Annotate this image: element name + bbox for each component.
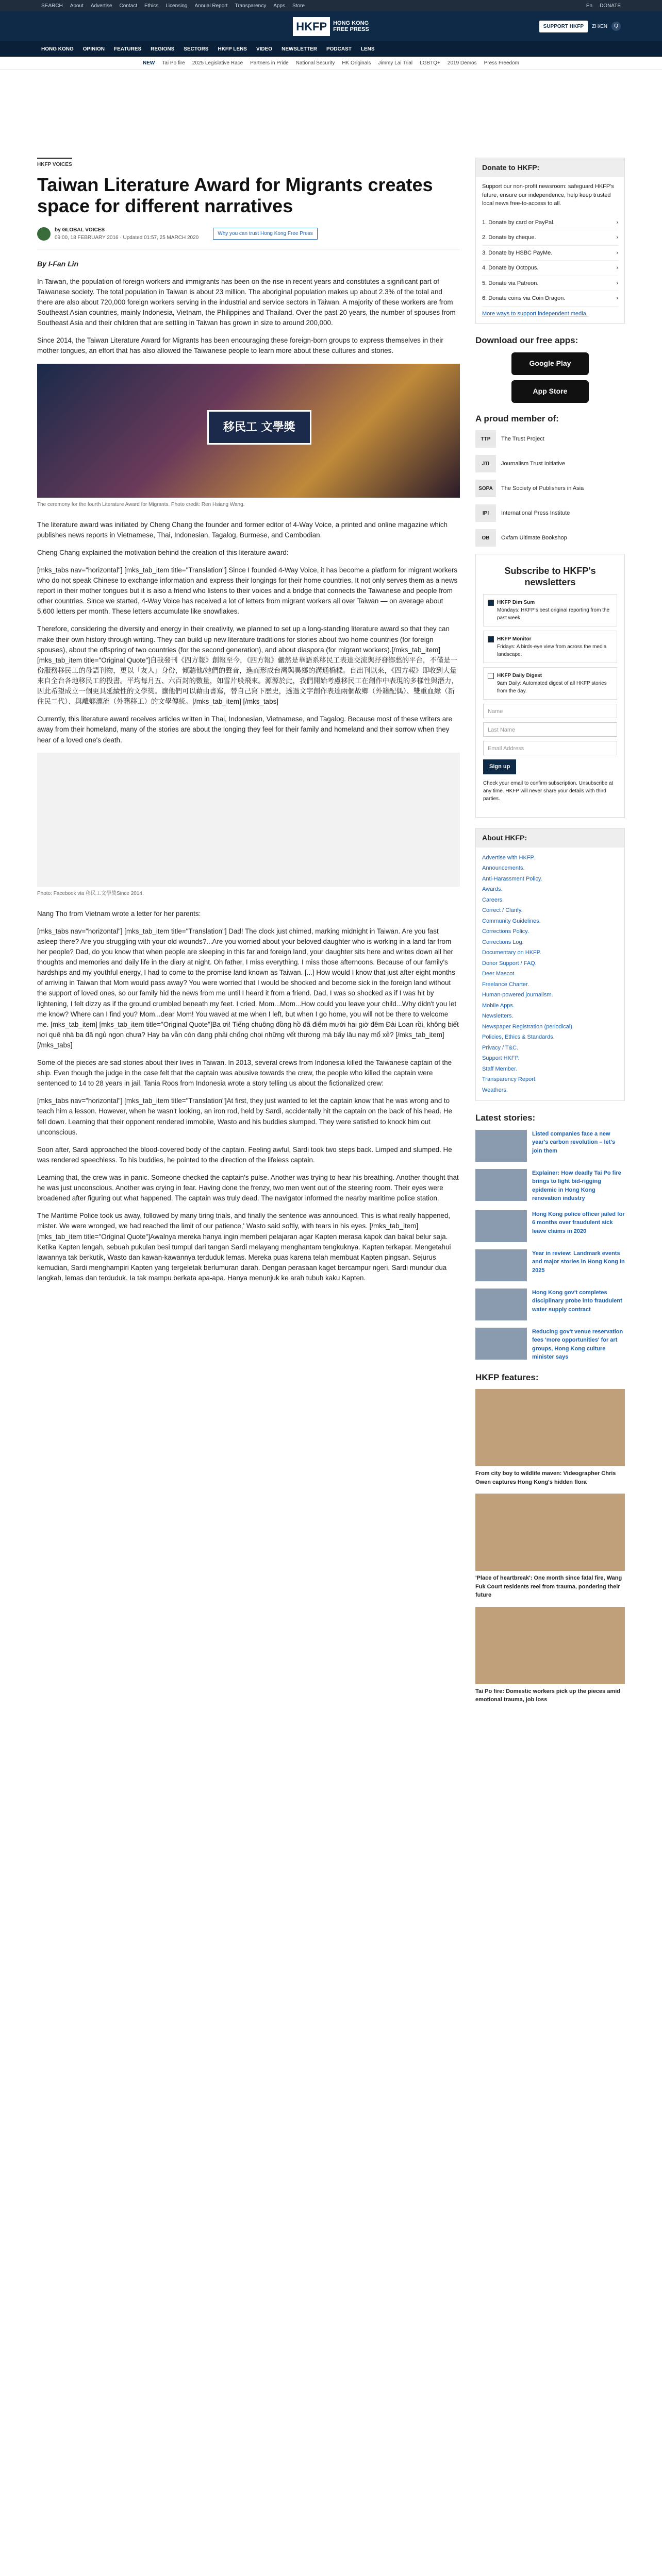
paragraph: In Taiwan, the population of foreign workers and immigrants has been on the rise in recent years and constitutes a significant part of Taiwanese society. The total population in Taiwan is about 23 million. The aboriginal population makes up about 2.3% of the total and there are also about 720,000 foreign workers serving in the industrial and service sectors in Taiwan. A majority of these workers are from Southeast Asian countries, mainly Indonesia, Vietnam, the Philippines and Thailand. Over the past 20 years, the number of spouses from Southeast Asia and their children that are settling in Taiwan has grown in size to around 200,000.	[37, 277, 456, 327]
support-hkfp-button[interactable]: SUPPORT HKFP	[539, 21, 588, 32]
byline-author[interactable]: by GLOBAL VOICES	[55, 227, 105, 233]
donate-link[interactable]: DONATE	[600, 3, 621, 9]
paragraph: Cheng Chang explained the motivation behind the creation of this literature award:	[37, 548, 289, 556]
licensing-link[interactable]: Licensing	[166, 3, 188, 9]
about-link[interactable]: Correct / Clarify.	[482, 907, 523, 914]
latest-story[interactable]	[475, 1249, 625, 1281]
story-title[interactable]: Reducing gov't venue reservation fees 'more opportunities' for art groups, Hong Kong culture minister says	[532, 1328, 623, 1361]
language-switch[interactable]: En	[586, 3, 593, 9]
about-link[interactable]: Transparency Report.	[482, 1076, 537, 1083]
about-link[interactable]: Anti-Harassment Policy.	[482, 875, 542, 882]
donate-option[interactable]: 1. Donate by card or PayPal. ›	[482, 215, 618, 231]
latest-story[interactable]	[475, 1169, 625, 1203]
apps-link[interactable]: Apps	[273, 3, 285, 9]
member-logo[interactable]: JTI Journalism Trust Initiative	[475, 455, 625, 472]
feature-title[interactable]: 'Place of heartbreak': One month since fatal fire, Wang Fuk Court residents reel from trauma, pondering their future	[475, 1575, 622, 1599]
sign-up-button[interactable]: Sign up	[483, 759, 516, 774]
trust-link[interactable]: Why you can trust Hong Kong Free Press	[213, 228, 318, 240]
about-link[interactable]: Deer Mascot.	[482, 971, 516, 977]
feature-title[interactable]: Tai Po fire: Domestic workers pick up the pieces amid emotional trauma, job loss	[475, 1688, 620, 1703]
quote-block: Therefore, considering the diversity and energy in their creativity, we planned to set up a long-standing literature award so that they can make their own history through writing. They can build up new literature traditions for stories about two home countries (for foreign spouses), about the offspring of two countries (for the second generation), and about diaspora (for migrant workers).[/mks_tab_item] [mks_tab_item title="Original Quote"]自我發刊《四方報》創報至今，《四方報》儼然是華語系移民工表達交流與抒發鄉愁的平台，不僅是一份服務移民工的母語刊物，更以「友人」身份，傾聽他/她們的聲音，進而形成台灣與異鄉的溝通橋樑。自出刊以來，《四方報》即收到大量來自全台各地移民工的投書。平均每月五、六百封的數量，如雪片般飛來。源源於此，我們開始考慮移民工在創作中表現的多樣性與潛力，因此希望成立一個更具延續性的文學獎。讓他們可以藉由書寫，替自己寫下歷史，透過文字創作表達兩個故鄉（外籍配偶）、雙重血緣（新住民二代）、與離鄉漂流（外籍移工）的文學傳統。[/mks_tab_item] [/mks_tabs]	[37, 625, 458, 706]
nav-hkfp-lens[interactable]: HKFP LENS	[218, 46, 247, 52]
quote-block: [mks_tabs nav="horizontal"] [mks_tab_item title="Translation"]At first, they just wanted to let the captain know that he was wrong and to teach him a lesson. However, when he wasn't looking, an iron rod, held by Sardi, accidentally hit the captain on the back of his head. He fell down. Learning that their opponent rendered immobile, Wasto and his buddies slumped. They were satisfied to knock him out unconscious.	[37, 1097, 452, 1136]
about-link[interactable]: Weathers.	[482, 1087, 508, 1093]
about-link[interactable]: Donor Support / FAQ.	[482, 960, 537, 967]
trending-item[interactable]: 2019 Demos	[447, 60, 477, 66]
nav-lens[interactable]: LENS	[360, 46, 375, 52]
apps-title: Download our free apps:	[475, 335, 578, 345]
story-title[interactable]: Listed companies face a new year's carbon revolution – let's join them	[532, 1130, 616, 1154]
logo-text: HONG KONG FREE PRESS	[333, 20, 369, 32]
header-actions	[539, 21, 621, 32]
site-header	[0, 11, 662, 41]
paragraph: Since 2014, the Taiwan Literature Award for Migrants has been encouraging these foreign-born groups to express themselves in their mother tongues, an effort that has also allowed the Taiwanese people to learn more about these cultures and stories.	[37, 336, 443, 355]
trending-item[interactable]: National Security	[295, 60, 335, 66]
about-link[interactable]: Careers.	[482, 896, 504, 903]
feature-title[interactable]: From city boy to wildlife maven: Videographer Chris Owen captures Hong Kong's hidden flora	[475, 1470, 616, 1485]
checkbox[interactable]	[488, 673, 494, 679]
google-play-button[interactable]: Google Play	[511, 352, 589, 375]
about-link[interactable]: Staff Member.	[482, 1065, 518, 1072]
donate-box	[475, 158, 625, 324]
trending-bar	[0, 57, 662, 70]
donate-option[interactable]: 3. Donate by HSBC PayMe. ›	[482, 246, 618, 261]
donate-title: Donate to HKFP:	[476, 158, 624, 177]
newsletter-option[interactable]: HKFP Daily Digest 9am Daily: Automated digest of all HKFP stories from the day.	[483, 667, 617, 700]
top-utility-bar	[0, 0, 662, 11]
feature-story[interactable]	[475, 1607, 625, 1704]
about-link[interactable]: Human-powered journalism.	[482, 992, 553, 998]
article-author: By I-Fan Lin	[37, 259, 79, 268]
about-link[interactable]: Documentary on HKFP.	[482, 950, 541, 956]
photo-caption: Photo: Facebook via 移民工文學獎Since 2014.	[37, 890, 144, 896]
story-title[interactable]: Explainer: How deadly Tai Po fire brings to light bid-rigging epidemic in Hong Kong renovation industry	[532, 1170, 621, 1202]
member-logo[interactable]: TTP The Trust Project	[475, 430, 625, 448]
paragraph: Nang Tho from Vietnam wrote a letter for her parents:	[37, 909, 201, 918]
byline	[37, 226, 460, 249]
paragraph: Some of the pieces are sad stories about their lives in Taiwan. In 2013, several crews from Indonesia killed the Taiwanese captain of the ship. Even though the judge in the case felt that the captain was abusive towards the crew, the people who killed the captain were sentenced to 14 to 28 years in jail. Tania Roos from Indonesia wrote a story telling us about the fictionalized crew:	[37, 1059, 452, 1088]
quote-block: [mks_tabs nav="horizontal"] [mks_tab_item title="Translation"] Dad! The clock just chimed, marking midnight in Taiwan. Are you fast asleep there? Are you struggling with your old wounds?...Are you worried about your beloved daughter who is working in a land far from her people? Dad, do you know that when people are sleeping in this far and foreign land, your daughter sits here and writes down all her thoughts and memories and daily life in the diary at night. Oh father, I miss everything. I miss those afternoons. Because of our family's hardships and my youthful energy, I had to come to the promise land known as Taiwan. [...] How would I know that just after eight months of arriving in Taiwan that Mom would pass away? You were worried that I would be shocked and become sick in the foreign land without the support of loved ones, so our family hid the news from me until I heard it from a friend. Dad, I was so shocked as if I was hit by lightening, I felt dizzy as if the ground crumbled beneath my feet. I cried. Mom...Mom...How could you leave your child...Why didn't you let me know? Where can I find you? Mom...dear Mom! You waved at me when I left, but when I go home, you will not be there to welcome me. [mks_tab_item] [mks_tab_item title="Original Quote"]Ba ơi! Tiếng chuông đồng hồ đã điểm mười hai giờ đêm Đài Loan rồi, không biết nơi quê nhà ba đã ngủ ngon chưa? Hay ba vẫn còn đang phải chống chọi những vết thương mà bấy lâu nay mổ xẻ? [/mks_tab_item] [/mks_tabs]	[37, 927, 459, 1049]
about-link[interactable]: Newspaper Registration (periodical).	[482, 1023, 574, 1030]
story-thumbnail	[475, 1130, 527, 1162]
about-list	[476, 848, 624, 1101]
ethics-link[interactable]: Ethics	[144, 3, 159, 9]
author-avatar	[37, 227, 51, 241]
latest-story[interactable]	[475, 1130, 625, 1162]
nav-features[interactable]: FEATURES	[114, 46, 142, 52]
features-list	[475, 1389, 625, 1704]
search-link[interactable]: SEARCH	[41, 3, 63, 9]
site-logo[interactable]	[293, 17, 369, 36]
last-name-field[interactable]: Last Name	[483, 722, 617, 737]
about-title: About HKFP:	[476, 828, 624, 848]
about-link[interactable]: Awards.	[482, 886, 503, 893]
trending-item[interactable]: LGBTQ+	[420, 60, 440, 66]
newsletter-note: Check your email to confirm subscription. Unsubscribe at any time. HKFP will never share your details with third parties.	[483, 780, 614, 802]
story-title[interactable]: Year in review: Landmark events and major stories in Hong Kong in 2025	[532, 1250, 625, 1274]
nav-newsletter[interactable]: NEWSLETTER	[282, 46, 317, 52]
name-field[interactable]: Name	[483, 704, 617, 718]
newsletter-option[interactable]: HKFP Dim Sum Mondays: HKFP's best original reporting from the past week.	[483, 594, 617, 626]
newsletter-option[interactable]: HKFP Monitor Fridays: A birds-eye view from across the media landscape.	[483, 631, 617, 663]
story-thumbnail	[475, 1328, 527, 1360]
contact-link[interactable]: Contact	[119, 3, 137, 9]
facebook-embed[interactable]	[37, 753, 460, 887]
latest-story[interactable]	[475, 1328, 625, 1362]
zh-en-switch[interactable]: ZH/EN	[592, 23, 607, 29]
donate-text: Support our non-profit newsroom: safeguard HKFP's future, ensure our independence, help keep trusted local news free-to-access to all.	[482, 183, 614, 207]
about-link[interactable]: Support HKFP.	[482, 1055, 520, 1062]
feature-thumbnail	[475, 1389, 625, 1466]
latest-list	[475, 1130, 625, 1362]
feature-story[interactable]	[475, 1494, 625, 1600]
newsletter-title: Subscribe to HKFP's newsletters	[504, 566, 596, 587]
nav-opinion[interactable]: OPINION	[82, 46, 105, 52]
email-field[interactable]: Email Address	[483, 741, 617, 755]
nav-podcast[interactable]: PODCAST	[326, 46, 352, 52]
photo-caption: The ceremony for the fourth Literature Award for Migrants. Photo credit: Ren Hsiang Wang.	[37, 501, 245, 507]
page-body	[37, 70, 625, 1711]
member-logo[interactable]: OB Oxfam Ultimate Bookshop	[475, 529, 625, 547]
search-icon[interactable]: Q	[611, 22, 621, 31]
more-support-link[interactable]: More ways to support independent media.	[482, 310, 588, 317]
quote-block: Learning that, the crew was in panic. Someone checked the captain's pulse. Another was trying to hear his breathing. Another thought that he was just unconscious. Another was crying in fear. Having done the frenzy, two men went out of the steering room. Their eyes were broadened after figuring out what happened. The captain was truly dead. The navigator informed the nearby maritime police station.	[37, 1174, 459, 1202]
about-link[interactable]: Advertise with HKFP.	[482, 854, 535, 861]
article	[37, 158, 460, 1711]
latest-story[interactable]	[475, 1210, 625, 1242]
story-thumbnail	[475, 1210, 527, 1242]
feature-story[interactable]	[475, 1389, 625, 1486]
about-link[interactable]: Policies, Ethics & Standards.	[482, 1034, 555, 1041]
nav-sectors[interactable]: SECTORS	[184, 46, 209, 52]
new-label: NEW	[143, 60, 155, 66]
latest-story[interactable]	[475, 1289, 625, 1320]
nav-hong-kong[interactable]: HONG KONG	[41, 46, 74, 52]
award-sign: 移民工 文學獎	[207, 410, 311, 445]
main-nav	[0, 41, 662, 57]
article-kicker[interactable]: HKFP VOICES	[37, 158, 72, 168]
about-link[interactable]: Corrections Log.	[482, 939, 524, 945]
about-link[interactable]: About	[70, 3, 84, 9]
latest-title: Latest stories:	[475, 1113, 536, 1123]
trending-item[interactable]: HK Originals	[342, 60, 371, 66]
sidebar	[475, 158, 625, 1711]
newsletter-box	[475, 554, 625, 818]
donate-option[interactable]: 4. Donate by Octopus. ›	[482, 261, 618, 276]
ceremony-photo	[37, 364, 460, 498]
member-title: A proud member of:	[475, 413, 559, 423]
member-logo[interactable]: IPI International Press Institute	[475, 504, 625, 522]
story-thumbnail	[475, 1289, 527, 1320]
donate-option[interactable]: 6. Donate coins via Coin Dragon. ›	[482, 291, 618, 307]
donate-option[interactable]: 5. Donate via Patreon. ›	[482, 276, 618, 292]
trending-item[interactable]: Jimmy Lai Trial	[378, 60, 413, 66]
advertise-link[interactable]: Advertise	[90, 3, 112, 9]
checkbox[interactable]	[488, 636, 494, 642]
checkbox[interactable]	[488, 600, 494, 606]
donate-option[interactable]: 2. Donate by cheque. ›	[482, 230, 618, 246]
nav-video[interactable]: VIDEO	[256, 46, 273, 52]
about-link[interactable]: Mobile Apps.	[482, 1002, 515, 1009]
logo-mark: HKFP	[293, 17, 330, 36]
paragraph: The literature award was initiated by Cheng Chang the founder and former editor of 4-Way Voice, a printed and online magazine which publishes news reports in Vietnamese, Thai, Indonesian, Tagalog, Burmese, and Cambodian.	[37, 520, 448, 539]
quote-block: Soon after, Sardi approached the blood-covered body of the captain. Feeling awful, Sardi took two steps back. Limped and slumped. He was rendered speechless. To his buddies, he pointed to the direction of the lifeless captain.	[37, 1145, 452, 1164]
quote-block: The Maritime Police took us away, followed by many tiring trials, and finally the sentence was announced. This is what really happened, mister. We were wronged, we had reached the limit of our patience,' Wasto said softly, with tears in his eyes. [/mks_tab_item] [mks_tab_item title="Original Quote"]Awalnya mereka hanya ingin memberi pelajaran agar Kapten merasa kapok dan bakal belur saja. Ketika Kapten lengah, sebuah pukulan besi tumpul dari tangan Sardi melayang menghantam tengkuknya. Kapten terkapar. Mengetahui lawannya tak berkutik, Wasto dan kawan-kawannya terduduk lemas. Mereka puas karena telah membuat Kapten pingsan. Sejurus kemudian, Sardi menghampiri Kapten yang tergeletak berlumuran darah. Dengan perasaan kaget bercampur ngeri, Sardi mundur dua langkah, lemas dan terduduk. Ia tak mampu berkata apa-apa. Hanya menunjuk ke arah tubuh kaku Kapten.	[37, 1212, 451, 1282]
quote-block: [mks_tabs nav="horizontal"] [mks_tab_item title="Translation"] Since I founded 4-Way Voice, it has become a platform for migrant workers who do not speak Chinese to exchange information and express their longings for their home countries. It not only serves them as a news report in their mother tongues but it is also a friend who listens to their voices and a bridge that connects the Taiwanese and people from other countries. Since we started, 4-Way Voice has received a lot of letters from migrant workers all over Taiwan — on average about 5,600 letters per month. These letters accumulate like snowflakes.	[37, 566, 458, 616]
store-link[interactable]: Store	[292, 3, 305, 9]
annual-report-link[interactable]: Annual Report	[194, 3, 228, 9]
about-link[interactable]: Newsletters.	[482, 1013, 514, 1020]
paragraph: Currently, this literature award receives articles written in Thai, Indonesian, Vietnamese, and Tagalog. Because most of these writers are away from their homeland, many of the stories are about the longing they feel for their family and homeland and their sorrow when they hear of a loved one's death.	[37, 715, 453, 744]
transparency-link[interactable]: Transparency	[235, 3, 267, 9]
app-store-button[interactable]: App Store	[511, 380, 589, 403]
trending-item[interactable]: Press Freedom	[484, 60, 519, 66]
about-link[interactable]: Announcements.	[482, 865, 525, 872]
about-box	[475, 828, 625, 1101]
article-title: Taiwan Literature Award for Migrants creates space for different narratives	[37, 174, 433, 217]
about-link[interactable]: Privacy / T&C.	[482, 1044, 519, 1051]
story-title[interactable]: Hong Kong police officer jailed for 6 months over fraudulent sick leave claims in 2020	[532, 1211, 625, 1234]
story-thumbnail	[475, 1249, 527, 1281]
about-link[interactable]: Community Guidelines.	[482, 918, 541, 924]
feature-thumbnail	[475, 1607, 625, 1684]
byline-date: 09:00, 18 FEBRUARY 2016 · Updated 01:57, 25 MARCH 2020	[55, 234, 199, 241]
about-link[interactable]: Corrections Policy.	[482, 928, 529, 935]
trending-item[interactable]: Tai Po fire	[162, 60, 185, 66]
member-logo[interactable]: SOPA The Society of Publishers in Asia	[475, 480, 625, 497]
features-title: HKFP features:	[475, 1372, 539, 1382]
nav-regions[interactable]: REGIONS	[151, 46, 175, 52]
story-title[interactable]: Hong Kong gov't completes disciplinary probe into fraudulent water supply contract	[532, 1289, 622, 1313]
feature-thumbnail	[475, 1494, 625, 1571]
trending-item[interactable]: 2025 Legislative Race	[192, 60, 243, 66]
about-link[interactable]: Freelance Charter.	[482, 981, 529, 988]
trending-item[interactable]: Partners in Pride	[250, 60, 289, 66]
story-thumbnail	[475, 1169, 527, 1201]
